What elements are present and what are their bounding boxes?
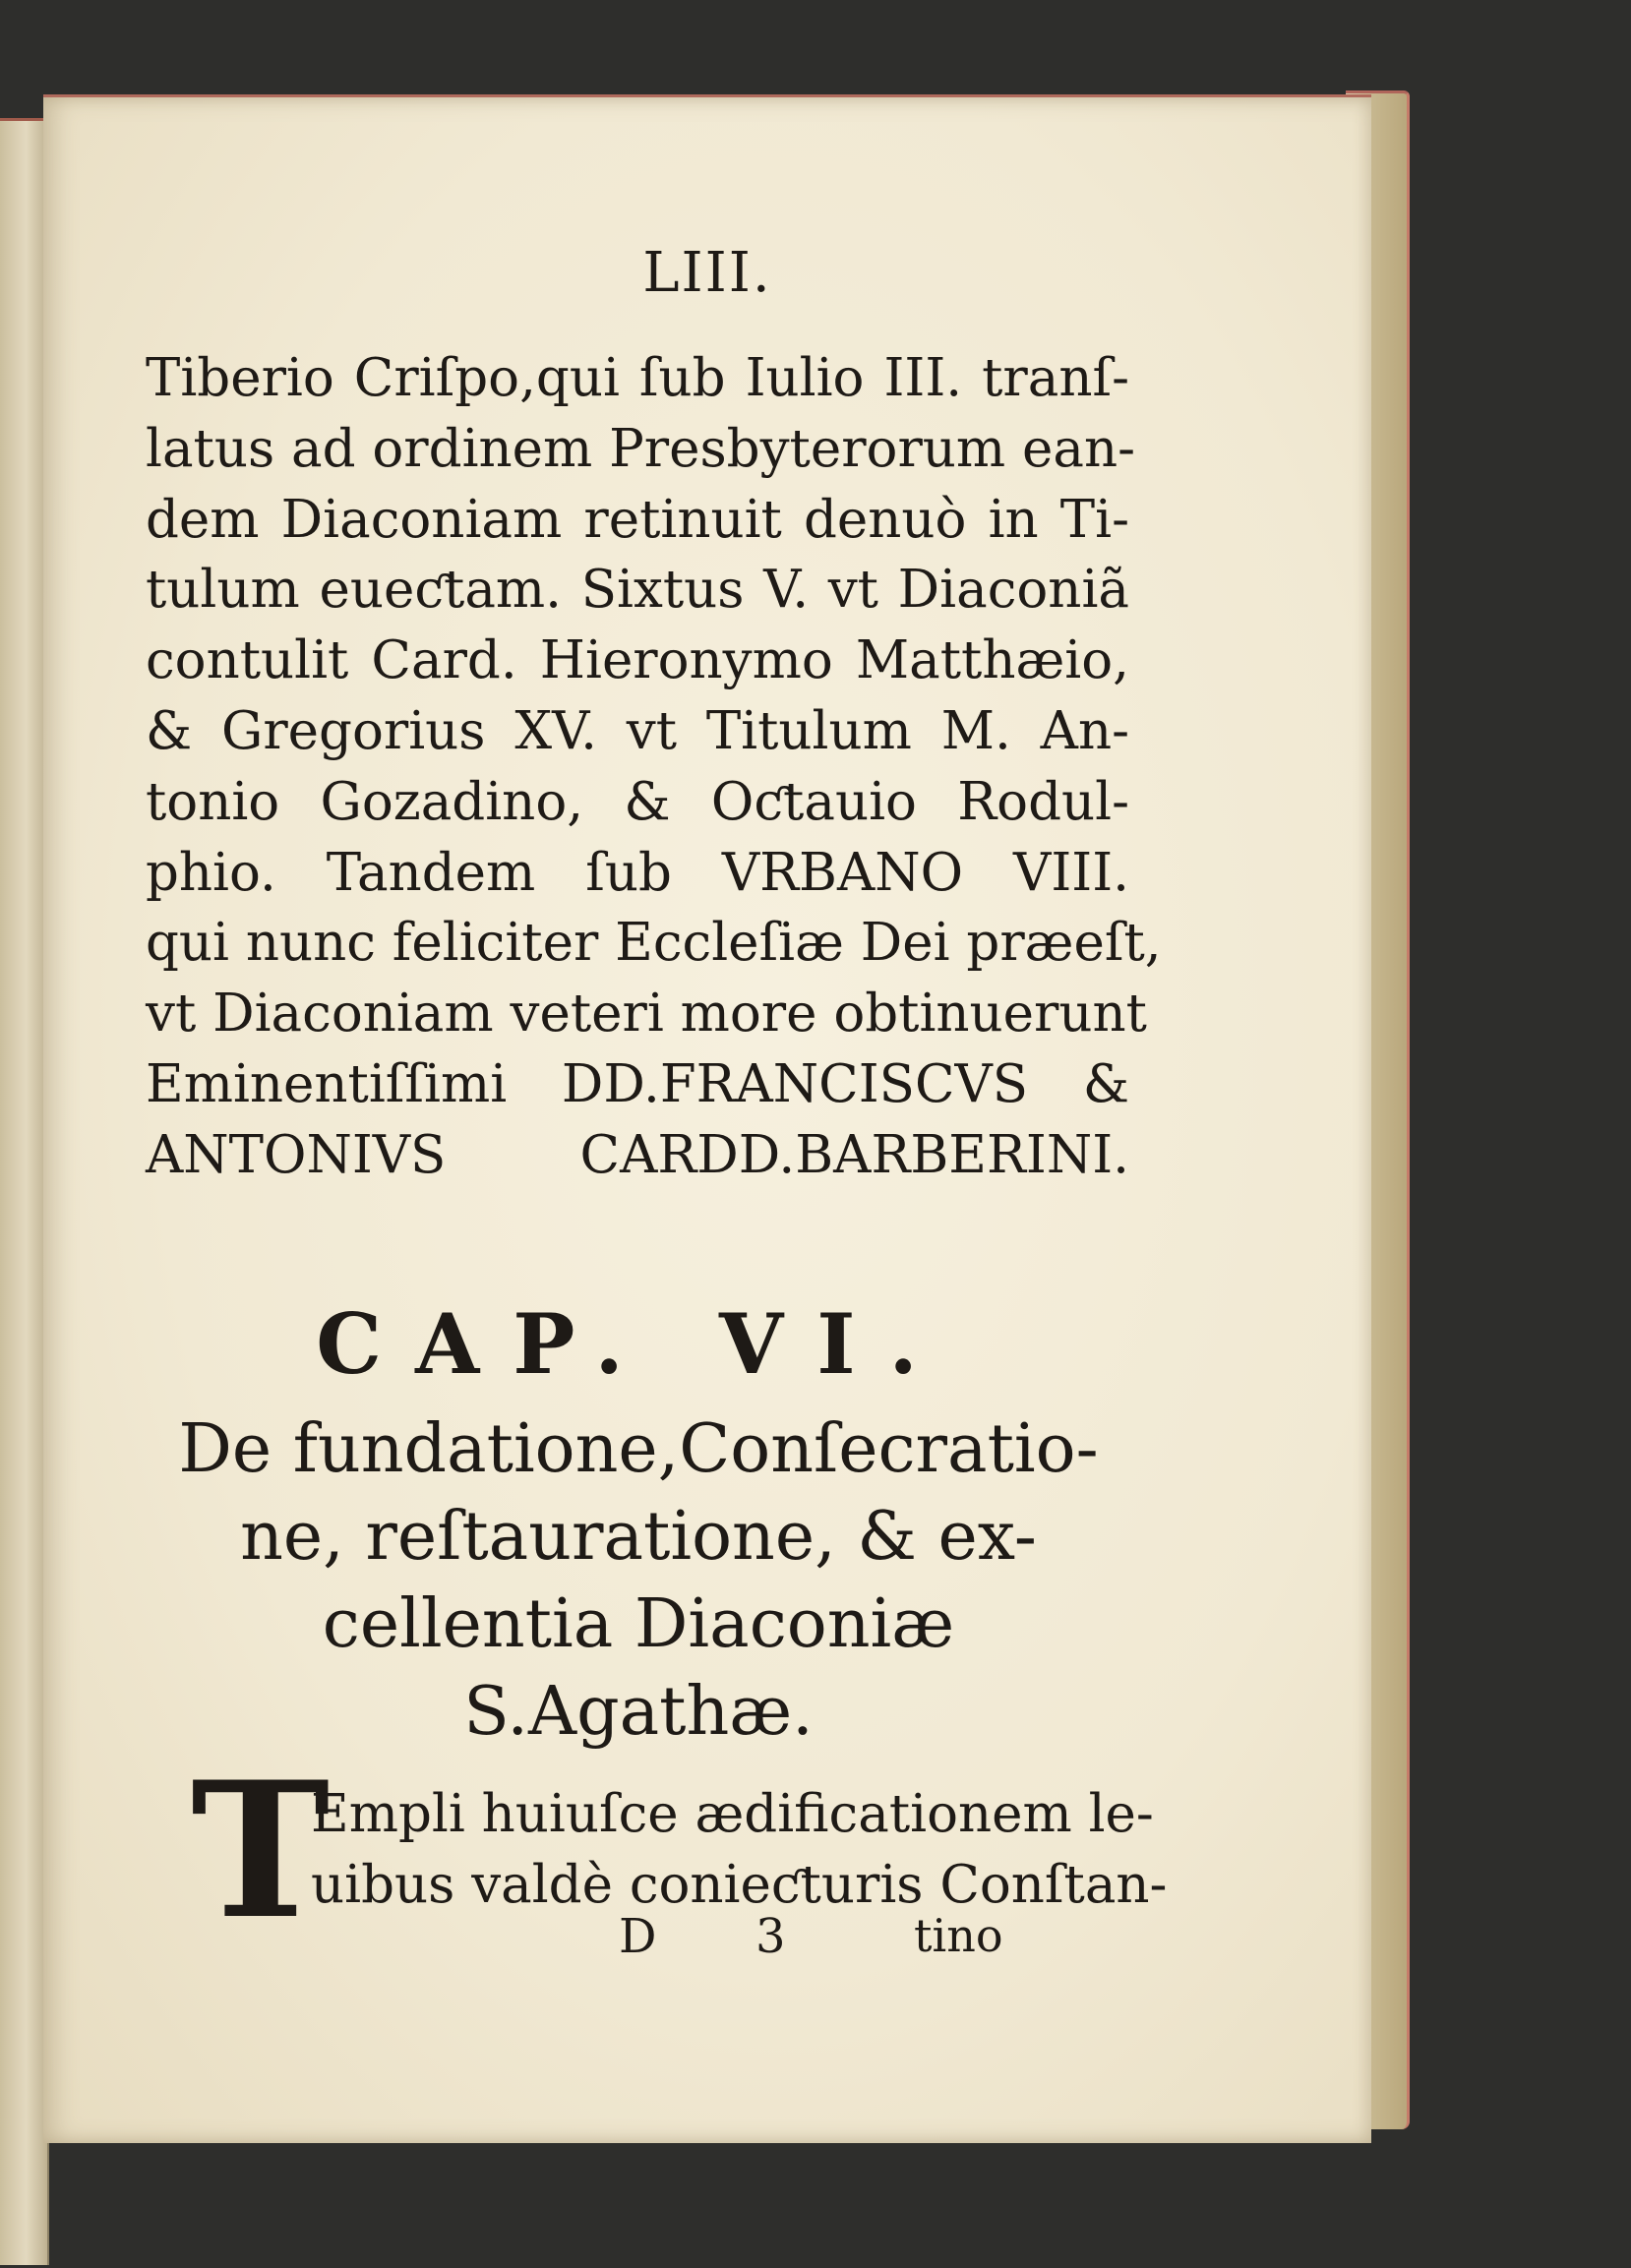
text-line: latus ad ordinem Presbyterorum ean- <box>146 418 1136 479</box>
heading-line: S.Agathæ. <box>463 1673 814 1751</box>
drop-cap-initial: T <box>191 1741 331 1960</box>
opening-paragraph <box>311 1779 1168 1921</box>
text-line: Empli huiuſce ædificationem le- <box>311 1784 1154 1844</box>
facing-page-edge <box>0 118 49 2265</box>
chapter-heading <box>142 1405 1135 1756</box>
body-paragraph <box>146 343 1162 1191</box>
page-folio: LIII. <box>642 241 772 305</box>
text-line: phio. Tandem ſub VRBANO VIII. <box>146 842 1129 903</box>
text-line: vt Diaconiam veteri more obtinuerunt <box>146 984 1147 1044</box>
signature-mark-number: 3 <box>755 1909 786 1964</box>
text-line: qui nunc feliciter Eccleſiæ Dei præeſt, <box>146 913 1162 974</box>
signature-mark-letter: D <box>619 1909 657 1964</box>
heading-line: ne, reſtauratione, & ex- <box>240 1498 1037 1576</box>
book-page <box>43 94 1371 2143</box>
text-line: & Gregorius XV. vt Titulum M. An- <box>146 700 1129 761</box>
text-line: tonio Gozadino, & Oƈtauio Rodul- <box>146 771 1129 832</box>
text-line: Tiberio Criſpo,qui ſub Iulio III. tranſ- <box>146 348 1129 408</box>
heading-line: cellentia Diaconiæ <box>322 1585 955 1663</box>
heading-line: De fundatione,Conſecratio- <box>178 1410 1099 1488</box>
text-line: contulit Card. Hieronymo Matthæio, <box>146 630 1129 691</box>
text-line: Eminentiſſimi DD.FRANCISCVS & <box>146 1053 1129 1114</box>
catchword: tino <box>914 1909 1003 1962</box>
text-line: uibus valdè conieƈturis Conſtan- <box>311 1855 1168 1915</box>
text-line: tulum eueƈtam. Sixtus V. vt Diaconiã <box>146 560 1129 621</box>
text-line: dem Diaconiam retinuit denuò in Ti- <box>146 489 1129 550</box>
chapter-label: CAP. VI. <box>316 1295 951 1393</box>
text-line: ANTONIVS CARDD.BARBERINI. <box>146 1124 1129 1185</box>
